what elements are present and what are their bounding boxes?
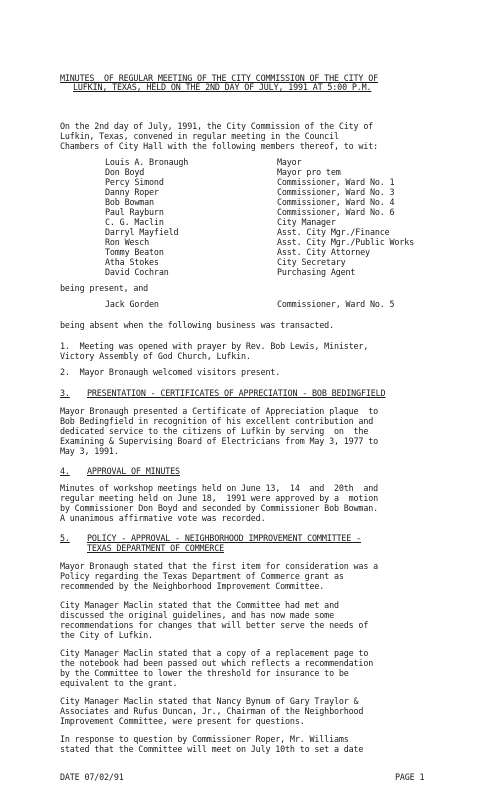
- item-3-heading: PRESENTATION - CERTIFICATES OF APPRECIATION - BOB BEDINGFIELD: [87, 388, 386, 398]
- item-3-number: 3.: [60, 388, 70, 398]
- item-5-p1-line-3: recommended by the Neighborhood Improvement Committee.: [60, 581, 325, 591]
- member-title: Mayor pro tem: [277, 167, 341, 177]
- intro-line-3: Chambers of City Hall with the following members thereof, to wit:: [60, 141, 378, 151]
- absent-member-name: Jack Gorden: [105, 299, 159, 309]
- item-5-p5-line-2: stated that the Committee will meet on July 10th to set a date: [60, 744, 364, 754]
- item-5-p2-line-2: discussed the original guidelines, and has now made some: [60, 610, 334, 620]
- item-5-heading-line-1: POLICY - APPROVAL - NEIGHBORHOOD IMPROVEMENT COMMITTEE -: [87, 533, 361, 543]
- member-name: Danny Roper: [105, 187, 159, 197]
- absent-member-title: Commissioner, Ward No. 5: [277, 299, 395, 309]
- document-title-line-2: LUFKIN, TEXAS, HELD ON THE 2ND DAY OF JULY, 1991 AT 5:00 P.M.: [73, 82, 372, 92]
- document-title-line-1: MINUTES OF REGULAR MEETING OF THE CITY COMMISSION OF THE CITY OF: [60, 73, 378, 83]
- member-title: Asst. City Mgr./Public Works: [277, 237, 414, 247]
- member-title: Commissioner, Ward No. 1: [277, 177, 395, 187]
- member-title: Mayor: [277, 157, 302, 167]
- member-name: Atha Stokes: [105, 257, 159, 267]
- member-title: City Secretary: [277, 257, 346, 267]
- item-4-line-4: A unanimous affirmative vote was recorded.: [60, 513, 266, 523]
- member-title: Commissioner, Ward No. 6: [277, 207, 395, 217]
- member-title: Asst. City Attorney: [277, 247, 370, 257]
- item-5-p4-line-3: Improvement Committee, were present for questions.: [60, 716, 305, 726]
- intro-line-1: On the 2nd day of July, 1991, the City Commission of the City of: [60, 121, 374, 131]
- member-title: Commissioner, Ward No. 4: [277, 197, 395, 207]
- member-name: Ron Wesch: [105, 237, 150, 247]
- item-4-heading: APPROVAL OF MINUTES: [87, 466, 180, 476]
- member-title: Purchasing Agent: [277, 267, 356, 277]
- item-5-p3-line-2: the notebook had been passed out which reflects a recommendation: [60, 658, 374, 668]
- item-5-p2-line-3: recommendations for changes that will better serve the needs of: [60, 620, 369, 630]
- item-4-line-2: regular meeting held on June 18, 1991 were approved by a motion: [60, 493, 378, 503]
- member-name: David Cochran: [105, 267, 169, 277]
- member-name: Louis A. Bronaugh: [105, 157, 189, 167]
- item-5-p3-line-1: City Manager Maclin stated that a copy of a replacement page to: [60, 648, 369, 658]
- item-4-number: 4.: [60, 466, 70, 476]
- item-5-p4-line-1: City Manager Maclin stated that Nancy Bynum of Gary Traylor &: [60, 696, 359, 706]
- member-title: City Manager: [277, 217, 336, 227]
- member-title: Asst. City Mgr./Finance: [277, 227, 390, 237]
- member-name: Percy Simond: [105, 177, 164, 187]
- item-4-line-3: by Commissioner Don Boyd and seconded by Commissioner Bob Bowman.: [60, 503, 378, 513]
- item-1-line-2: Victory Assembly of God Church, Lufkin.: [60, 351, 251, 361]
- item-3-line-2: Bob Bedingfield in recognition of his excellent contribution and: [60, 416, 374, 426]
- item-5-p4-line-2: Associates and Rufus Duncan, Jr., Chairman of the Neighborhood: [60, 706, 364, 716]
- member-name: Don Boyd: [105, 167, 145, 177]
- intro-line-2: Lufkin, Texas, convened in regular meeting in the Council: [60, 131, 339, 141]
- item-5-p3-line-4: equivalent to the grant.: [60, 678, 178, 688]
- footer-date: DATE 07/02/91: [60, 772, 124, 782]
- item-4-line-1: Minutes of workshop meetings held on June 13, 14 and 20th and: [60, 483, 378, 493]
- item-3-line-1: Mayor Bronaugh presented a Certificate of Appreciation plaque to: [60, 406, 378, 416]
- member-name: C. G. Maclin: [105, 217, 164, 227]
- member-name: Darryl Mayfield: [105, 227, 179, 237]
- item-5-p1-line-1: Mayor Bronaugh stated that the first item for consideration was a: [60, 561, 378, 571]
- item-5-p5-line-1: In response to question by Commissioner Roper, Mr. Williams: [60, 734, 349, 744]
- being-present-text: being present, and: [60, 283, 149, 293]
- item-5-p2-line-4: the City of Lufkin.: [60, 630, 153, 640]
- member-name: Bob Bowman: [105, 197, 154, 207]
- item-5-number: 5.: [60, 533, 70, 543]
- item-3-line-5: May 3, 1991.: [60, 446, 119, 456]
- item-3-line-3: dedicated service to the citizens of Lufkin by serving on the: [60, 426, 369, 436]
- absent-text: being absent when the following business was transacted.: [60, 320, 334, 330]
- item-3-line-4: Examining & Supervising Board of Electricians from May 3, 1977 to: [60, 436, 378, 446]
- member-name: Tommy Beaton: [105, 247, 164, 257]
- item-2-text: 2. Mayor Bronaugh welcomed visitors present.: [60, 367, 281, 377]
- item-5-p2-line-1: City Manager Maclin stated that the Committee had met and: [60, 600, 339, 610]
- footer-page-number: PAGE 1: [395, 772, 425, 782]
- item-5-p3-line-3: by the Committee to lower the threshold for insurance to be: [60, 668, 349, 678]
- item-5-p1-line-2: Policy regarding the Texas Department of Commerce grant as: [60, 571, 344, 581]
- item-1-line-1: 1. Meeting was opened with prayer by Rev. Bob Lewis, Minister,: [60, 341, 369, 351]
- item-5-heading-line-2: TEXAS DEPARTMENT OF COMMERCE: [87, 543, 224, 553]
- member-title: Commissioner, Ward No. 3: [277, 187, 395, 197]
- member-name: Paul Rayburn: [105, 207, 164, 217]
